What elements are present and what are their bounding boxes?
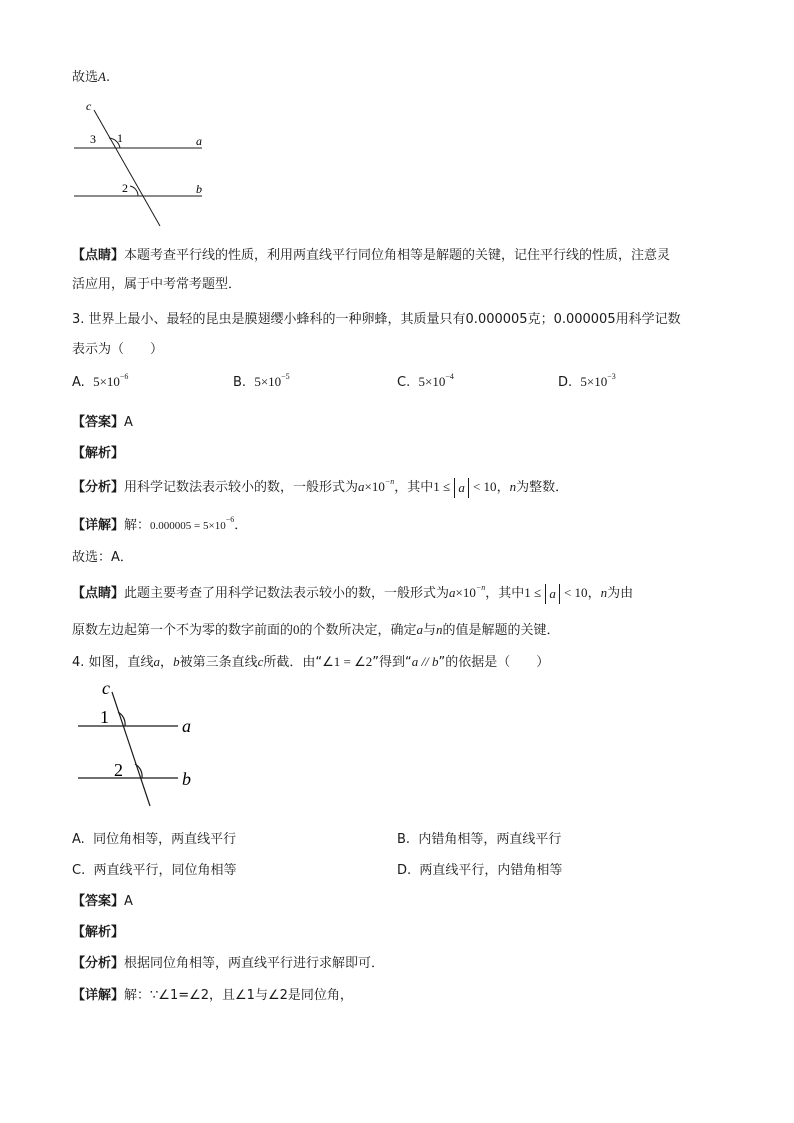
q4-option-a [72, 828, 236, 847]
option-base: 5×10 [254, 374, 282, 389]
abs-a: a [545, 584, 560, 604]
figure-1-parallel-lines [72, 98, 212, 230]
detail-tag: 【详解】 [72, 988, 125, 1003]
option-base: 5×10 [418, 374, 446, 389]
comment-comma: ， [587, 586, 601, 601]
times-ten: ×10 [455, 585, 476, 600]
option-exp: −3 [607, 372, 616, 381]
q4-option-d [397, 859, 562, 878]
exp-n: −n [384, 477, 395, 486]
comment-text-2: 活应用，属于中考常考题型． [72, 277, 242, 292]
q4-option-b [397, 828, 561, 847]
comment-l2-end: 的值是解题的关键． [442, 623, 560, 638]
comment-l2-with: 与 [423, 623, 437, 638]
label-angle-1: 1 [117, 131, 123, 145]
fenxi-tag: 【分析】 [72, 956, 125, 971]
option-letter: B. [233, 375, 247, 390]
conclusion-text: 故选 [72, 70, 99, 85]
comment-tag: 【点睛】 [72, 248, 125, 263]
comment-mid: ，其中 [485, 586, 525, 601]
comment-end: 为由 [607, 586, 634, 601]
q4-answer-line [72, 890, 133, 909]
q3-stem-line-2 [72, 338, 163, 357]
q2-comment-line-1 [72, 244, 670, 263]
var-a: a [416, 622, 424, 637]
q2-comment-line-2 [72, 273, 241, 292]
var-b: b [173, 654, 180, 669]
q4-fenxi-line [72, 952, 384, 971]
q4-stem-end: ”的依据是（ ） [438, 655, 550, 670]
q4-stem-mid: 被第三条直线 [179, 655, 258, 670]
analysis-tag: 【解析】 [72, 446, 125, 461]
times-ten: ×10 [364, 479, 385, 494]
option-exp: −4 [445, 372, 454, 381]
q3-comment-line-2 [72, 619, 560, 638]
q3-fenxi-line [72, 476, 568, 498]
option-letter: D. [397, 863, 412, 878]
detail-exp: −6 [225, 515, 235, 524]
option-letter: C. [397, 375, 411, 390]
option-text: 两直线平行，同位角相等 [93, 863, 237, 878]
label-b: b [196, 182, 202, 196]
choose-text: 故选：A． [72, 550, 133, 565]
option-exp: −6 [119, 372, 129, 381]
q3-option-a [72, 374, 128, 390]
conclusion-end: . [105, 70, 111, 85]
label-angle-2: 2 [122, 181, 128, 195]
option-letter: C. [72, 863, 86, 878]
var-n: n [509, 479, 517, 494]
var-a: a [153, 654, 161, 669]
q3-stem-text-2: 表示为（ ） [72, 342, 164, 357]
analysis-tag: 【解析】 [72, 925, 125, 940]
exp-n: −n [475, 583, 486, 592]
option-letter: B. [397, 832, 411, 847]
q4-detail-line [72, 984, 353, 1003]
q3-analysis-line [72, 442, 124, 461]
detail-tag: 【详解】 [72, 518, 125, 533]
q3-option-c [397, 374, 454, 390]
var-a: a [358, 479, 365, 494]
label-angle-1: 1 [100, 707, 109, 727]
q4-stem-comma: ， [160, 655, 174, 670]
fenxi-text: 根据同位角相等，两直线平行进行求解即可． [124, 956, 385, 971]
q3-option-b [233, 374, 290, 390]
detail-end: ． [234, 518, 248, 533]
q3-stem-text-1: 3. 世界上最小、最轻的昆虫是膜翅缨小蜂科的一种卵蜂，其质量只有0.000005克；0.000005用科学记数 [72, 312, 681, 327]
q3-answer-line [72, 411, 133, 430]
digit-zero: 0 [293, 622, 300, 637]
parallel-expr: a // b [411, 654, 439, 669]
q3-detail-line [72, 514, 247, 533]
ineq-left: 1 ≤ [524, 585, 542, 600]
ineq-right: < 10 [472, 479, 497, 494]
option-letter: D. [558, 375, 573, 390]
option-text: 内错角相等，两直线平行 [418, 832, 562, 847]
q4-stem-line [72, 651, 549, 670]
comment-text-1: 本题考查平行线的性质，利用两直线平行同位角相等是解题的关键，记住平行线的性质，注意灵 [124, 248, 671, 263]
abs-a: a [454, 478, 469, 498]
comment-text: 此题主要考查了用科学记数法表示较小的数，一般形式为 [124, 586, 450, 601]
var-c: c [257, 654, 264, 669]
q4-stem-pre: 4. 如图，直线 [72, 655, 154, 670]
var-a: a [449, 585, 456, 600]
comment-l2-mid: 的个数所决定，确定 [299, 623, 417, 638]
option-text: 两直线平行，内错角相等 [419, 863, 563, 878]
angle-equation: ∠1 = ∠2 [322, 654, 373, 669]
q3-option-d [558, 374, 616, 390]
label-c: c [102, 680, 110, 698]
option-exp: −5 [281, 372, 290, 381]
conclusion-line [72, 66, 110, 85]
label-a: a [196, 134, 202, 148]
q4-analysis-line [72, 921, 124, 940]
q3-comment-line-1 [72, 582, 633, 604]
q4-stem-mid2: 所截．由“ [263, 655, 323, 670]
detail-text: 解：∵∠1=∠2，且∠1与∠2是同位角， [124, 988, 353, 1003]
conclusion-letter: A [98, 69, 106, 84]
fenxi-end: 为整数． [516, 480, 569, 495]
detail-expr: 0.000005 = 5×10 [150, 520, 226, 532]
comment-tag: 【点睛】 [72, 586, 125, 601]
q4-stem-mid3: ”得到“ [372, 655, 412, 670]
option-base: 5×10 [93, 374, 120, 389]
fenxi-text: 用科学记数法表示较小的数，一般形式为 [124, 480, 359, 495]
answer-tag: 【答案】 [72, 894, 125, 909]
option-letter: A. [72, 832, 85, 847]
label-angle-3: 3 [90, 132, 96, 146]
answer-value: A [124, 415, 133, 430]
label-a: a [182, 716, 191, 736]
fenxi-comma: ， [496, 480, 510, 495]
answer-value: A [124, 894, 133, 909]
fenxi-mid: ，其中 [394, 480, 434, 495]
ineq-right: < 10 [563, 585, 588, 600]
label-angle-2: 2 [114, 760, 123, 780]
figure-2-parallel-lines [72, 680, 212, 810]
option-letter: A. [72, 375, 85, 390]
option-text: 同位角相等，两直线平行 [93, 832, 237, 847]
q3-stem-line-1 [72, 308, 681, 327]
label-c: c [86, 99, 92, 113]
label-b: b [182, 769, 191, 789]
q3-choose-line [72, 546, 133, 565]
option-base: 5×10 [580, 374, 608, 389]
var-n: n [600, 585, 608, 600]
q4-option-c [72, 859, 237, 878]
fenxi-tag: 【分析】 [72, 480, 125, 495]
var-n: n [436, 622, 443, 637]
answer-tag: 【答案】 [72, 415, 125, 430]
detail-pre: 解： [124, 518, 151, 533]
comment-l2-pre: 原数左边起第一个不为零的数字前面的 [72, 623, 294, 638]
ineq-left: 1 ≤ [433, 479, 451, 494]
